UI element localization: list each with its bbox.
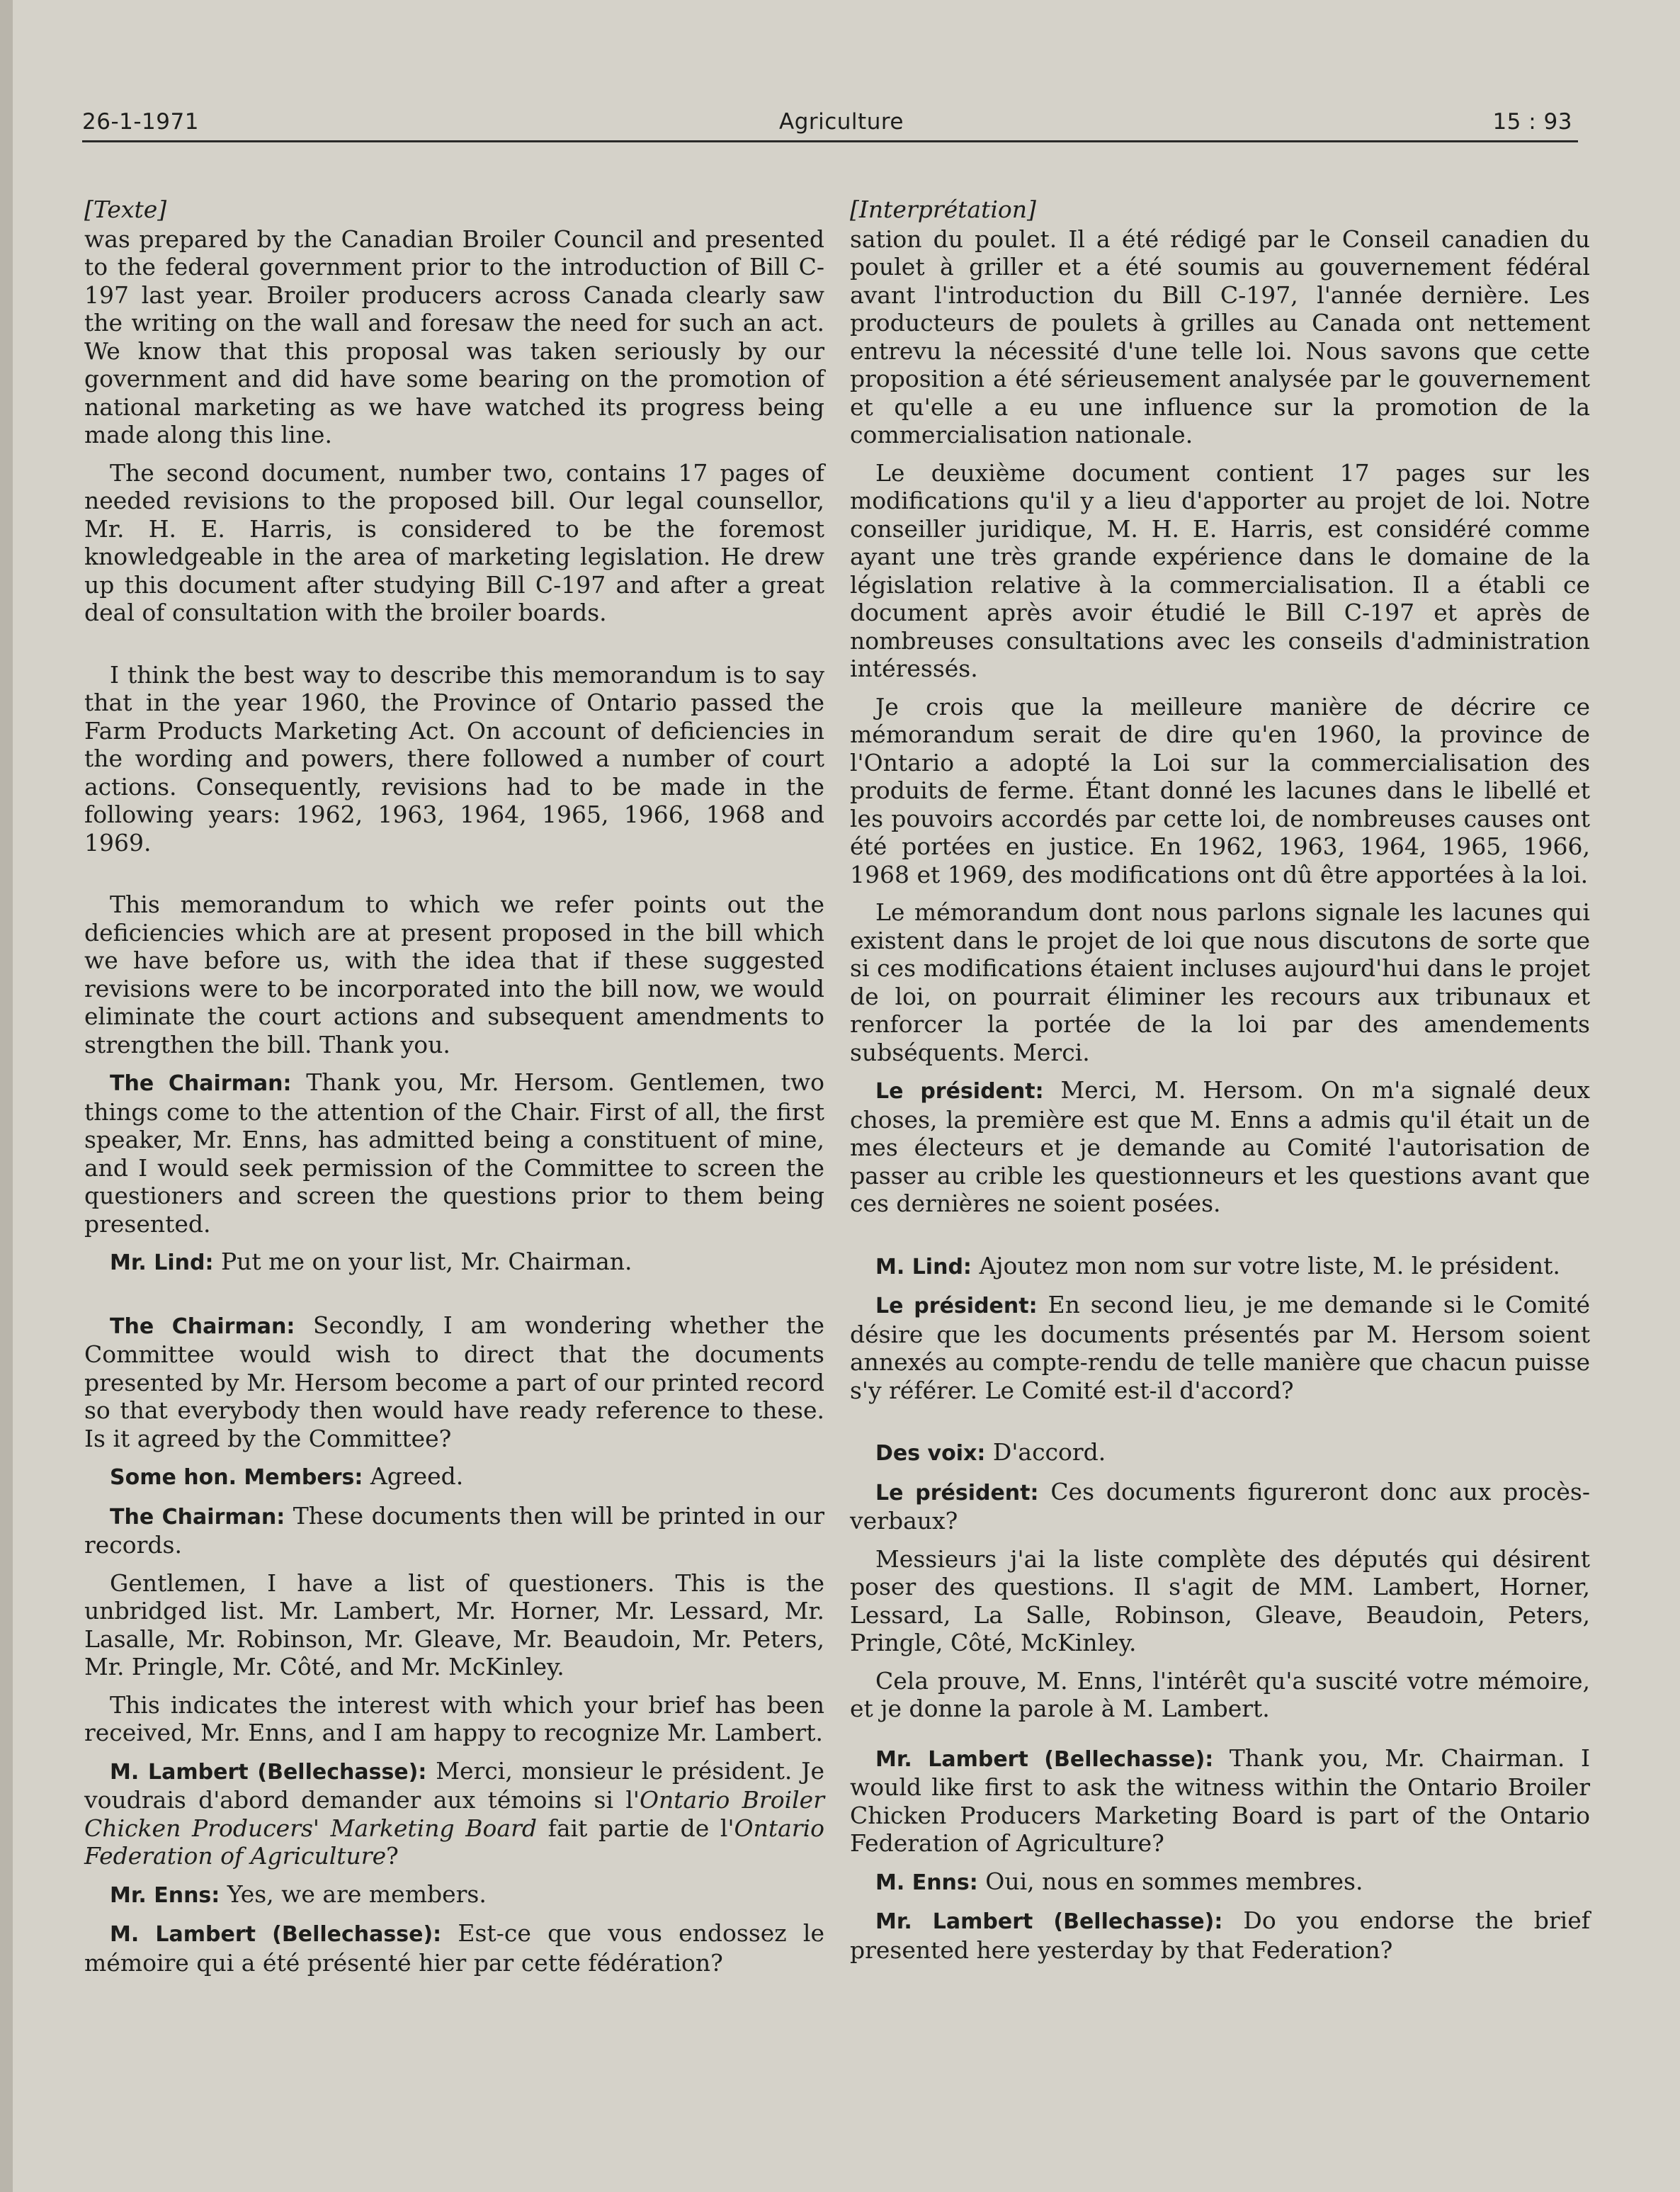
- speech-text: fait partie de l': [536, 1814, 734, 1842]
- header-title: Agriculture: [779, 109, 904, 135]
- speech-text: Ces documents figureront donc aux procès-verbaux?: [850, 1477, 1590, 1535]
- paragraph: Messieurs j'ai la liste complète des députés qui désirent poser des questions. Il s'agit de MM. Lambert, Horner, Lessard, La Salle, Robinson, Gleave, Beaudoin, Peters, Pringle, Côté, McKinley.: [850, 1544, 1590, 1656]
- paragraph: was prepared by the Canadian Broiler Council and presented to the federal government prior to the introduction of Bill C-197 last year. Broiler producers across Canada clearly saw the writing on the wall and foresaw the need for such an act. We know that this proposal was taken seriously by our government and did have some bearing on the promotion of national marketing as we have watched its progress being made along this line.: [84, 225, 824, 448]
- speech-text: Ajoutez mon nom sur votre liste, M. le président.: [979, 1251, 1560, 1279]
- speech-text: ?: [386, 1842, 399, 1870]
- speech-paragraph: [84, 1919, 824, 1977]
- column-label-interpretation: [Interprétation]: [850, 196, 1036, 223]
- speech-text: Thank you, Mr. Chairman. I would like first to ask the witness within the Ontario Broiler Chicken Producers Marketing Board is part of the Ontario Federation of Agriculture?: [850, 1744, 1590, 1857]
- speech-text: En second lieu, je me demande si le Comité désire que les documents présentés par M. Hersom soient annexés au compte-rendu de telle manière que chacun puisse s'y référer. Le Comité est-il d'accord?: [850, 1291, 1590, 1404]
- paragraph: This indicates the interest with which your brief has been received, Mr. Enns, and I am happy to recognize Mr. Lambert.: [84, 1690, 824, 1746]
- speaker-name: Mr. Lambert (Bellechasse):: [875, 1746, 1214, 1772]
- paragraph: The second document, number two, contains 17 pages of needed revisions to the proposed bill. Our legal counsellor, Mr. H. E. Harris, is considered to be the foremost knowledgeable in the area of marketing legislation. He drew up this document after studying Bill C-197 and after a great deal of consultation with the broiler boards.: [84, 458, 824, 626]
- left-column-text: [84, 196, 824, 1987]
- speech-text-italic: Ontario Broiler Chicken Producers' Marketing Board: [84, 1786, 824, 1842]
- speaker-name: The Chairman:: [110, 1313, 295, 1339]
- speech-paragraph: [850, 1252, 1590, 1282]
- speech-text: Yes, we are members.: [227, 1880, 487, 1908]
- paragraph: Le deuxième document contient 17 pages sur les modifications qu'il y a lieu d'apporter au projet de loi. Notre conseiller juridique, M. H. E. Harris, est considéré comme ayant une très grande expérience dans le domaine de la législation relative à la commercialisation. Il a établi ce document après avoir étudié le Bill C-197 et après de nombreuses consultations avec les conseils d'administration intéressés.: [850, 458, 1590, 682]
- speech-text: Oui, nous en sommes membres.: [985, 1867, 1363, 1895]
- paragraph: Cela prouve, M. Enns, l'intérêt qu'a suscité votre mémoire, et je donne la parole à M. Lambert.: [850, 1666, 1590, 1722]
- page-binding-edge: [0, 0, 13, 2192]
- speech-text: D'accord.: [992, 1438, 1106, 1466]
- paragraph: Je crois que la meilleure manière de décrire ce mémorandum serait de dire qu'en 1960, la province de l'Ontario a adopté la Loi sur la commercialisation des produits de ferme. Étant donné les lacunes dans le libellé et les pouvoirs accordés par cette loi, de nombreuses causes ont été portées en justice. En 1962, 1963, 1964, 1965, 1966, 1968 et 1969, des modifications ont dû être apportées à la loi.: [850, 692, 1590, 888]
- speaker-name: M. Enns:: [875, 1870, 978, 1895]
- speech-text: Thank you, Mr. Hersom. Gentlemen, two things come to the attention of the Chair. First of all, the first speaker, Mr. Enns, has admitted being a constituent of mine, and I would seek permission of the Committee to screen the questioners and screen the questions prior to them being presented.: [84, 1068, 824, 1238]
- speech-paragraph: [84, 1502, 824, 1559]
- paragraph: Gentlemen, I have a list of questioners. This is the unbridged list. Mr. Lambert, Mr. Horner, Mr. Lessard, Mr. Lasalle, Mr. Robinson, Mr. Gleave, Mr. Beaudoin, Mr. Peters, Mr. Pringle, Mr. Côté, and Mr. McKinley.: [84, 1569, 824, 1680]
- speech-paragraph: [84, 1311, 824, 1453]
- speech-paragraph: [84, 1880, 824, 1910]
- speaker-name: M. Lind:: [875, 1254, 972, 1279]
- speaker-name: Mr. Enns:: [110, 1882, 220, 1908]
- paragraph: Le mémorandum dont nous parlons signale les lacunes qui existent dans le projet de loi que nous discutons de sorte que si ces modifications étaient incluses aujourd'hui dans le projet de loi, on pourrait éliminer les recours aux tribunaux et renforcer la portée de la loi par des amendements subséquents. Merci.: [850, 898, 1590, 1066]
- speech-paragraph: [84, 1462, 824, 1492]
- speaker-name: M. Lambert (Bellechasse):: [110, 1922, 442, 1947]
- speaker-name: Le président:: [875, 1079, 1044, 1104]
- speech-paragraph: [850, 1478, 1590, 1535]
- speaker-name: Mr. Lind:: [110, 1250, 214, 1275]
- right-column-interpretation: [850, 196, 1590, 1974]
- speech-paragraph: [850, 1291, 1590, 1404]
- speech-paragraph: [84, 1068, 824, 1238]
- speaker-name: Mr. Lambert (Bellechasse):: [875, 1909, 1223, 1934]
- speech-text: Put me on your list, Mr. Chairman.: [220, 1248, 632, 1275]
- speaker-name: M. Lambert (Bellechasse):: [110, 1759, 427, 1785]
- column-label-texte: [Texte]: [84, 196, 167, 223]
- speech-paragraph: [850, 1868, 1590, 1897]
- paragraph: sation du poulet. Il a été rédigé par le Conseil canadien du poulet à griller et a été soumis au gouvernement fédéral avant l'introduction du Bill C-197, l'année dernière. Les producteurs de poulets à grilles au Canada ont nettement entrevu la nécessité d'une telle loi. Nous savons que cette proposition a été sérieusement analysée par le gouvernement et qu'elle a eu une influence sur la promotion de la commercialisation nationale.: [850, 225, 1590, 448]
- speech-text: Secondly, I am wondering whether the Committee would wish to direct that the documents presented by Mr. Hersom become a part of our printed record so that everybody then would have ready reference to these. Is it agreed by the Committee?: [84, 1311, 824, 1452]
- header-page-number: 15 : 93: [1492, 109, 1572, 135]
- speech-paragraph: [850, 1744, 1590, 1858]
- speaker-name: The Chairman:: [110, 1071, 292, 1096]
- speech-paragraph: [850, 1438, 1590, 1468]
- speech-paragraph: [850, 1906, 1590, 1964]
- speech-text: Merci, M. Hersom. On m'a signalé deux choses, la première est que M. Enns a admis qu'il était un de mes électeurs et je demande au Comité l'autorisation de passer au crible les questionneurs et les questions avant que ces dernières ne soient posées.: [850, 1076, 1590, 1217]
- speaker-name: Le président:: [875, 1480, 1039, 1505]
- paragraph: I think the best way to describe this memorandum is to say that in the year 1960, the Province of Ontario passed the Farm Products Marketing Act. On account of deficiencies in the wording and powers, there followed a number of court actions. Consequently, revisions had to be made in the following years: 1962, 1963, 1964, 1965, 1966, 1968 and 1969.: [84, 660, 824, 857]
- speaker-name: Some hon. Members:: [110, 1465, 363, 1490]
- header-date: 26-1-1971: [82, 109, 199, 135]
- speaker-name: The Chairman:: [110, 1504, 285, 1530]
- speaker-name: Le président:: [875, 1294, 1038, 1318]
- speech-text: These documents then will be printed in our records.: [84, 1501, 824, 1559]
- speech-text: Do you endorse the brief presented here yesterday by that Federation?: [850, 1906, 1590, 1964]
- speech-text: Agreed.: [370, 1462, 464, 1490]
- speech-paragraph: [84, 1757, 824, 1870]
- speech-paragraph: [84, 1248, 824, 1277]
- running-header: [82, 106, 1578, 142]
- speech-text: Est-ce que vous endossez le mémoire qui a été présenté hier par cette fédération?: [84, 1919, 824, 1977]
- speaker-name: Des voix:: [875, 1441, 986, 1466]
- speech-paragraph: [850, 1076, 1590, 1218]
- speech-text-italic: Ontario Federation of Agriculture: [84, 1814, 824, 1870]
- paragraph: This memorandum to which we refer points out the deficiencies which are at present proposed in the bill which we have before us, with the idea that if these suggested revisions were to be incorporated into the bill now, we would eliminate the court actions and subsequent amendments to strengthen the bill. Thank you.: [84, 891, 824, 1058]
- speech-text: Merci, monsieur le président. Je voudrais d'abord demander aux témoins si l': [84, 1756, 824, 1814]
